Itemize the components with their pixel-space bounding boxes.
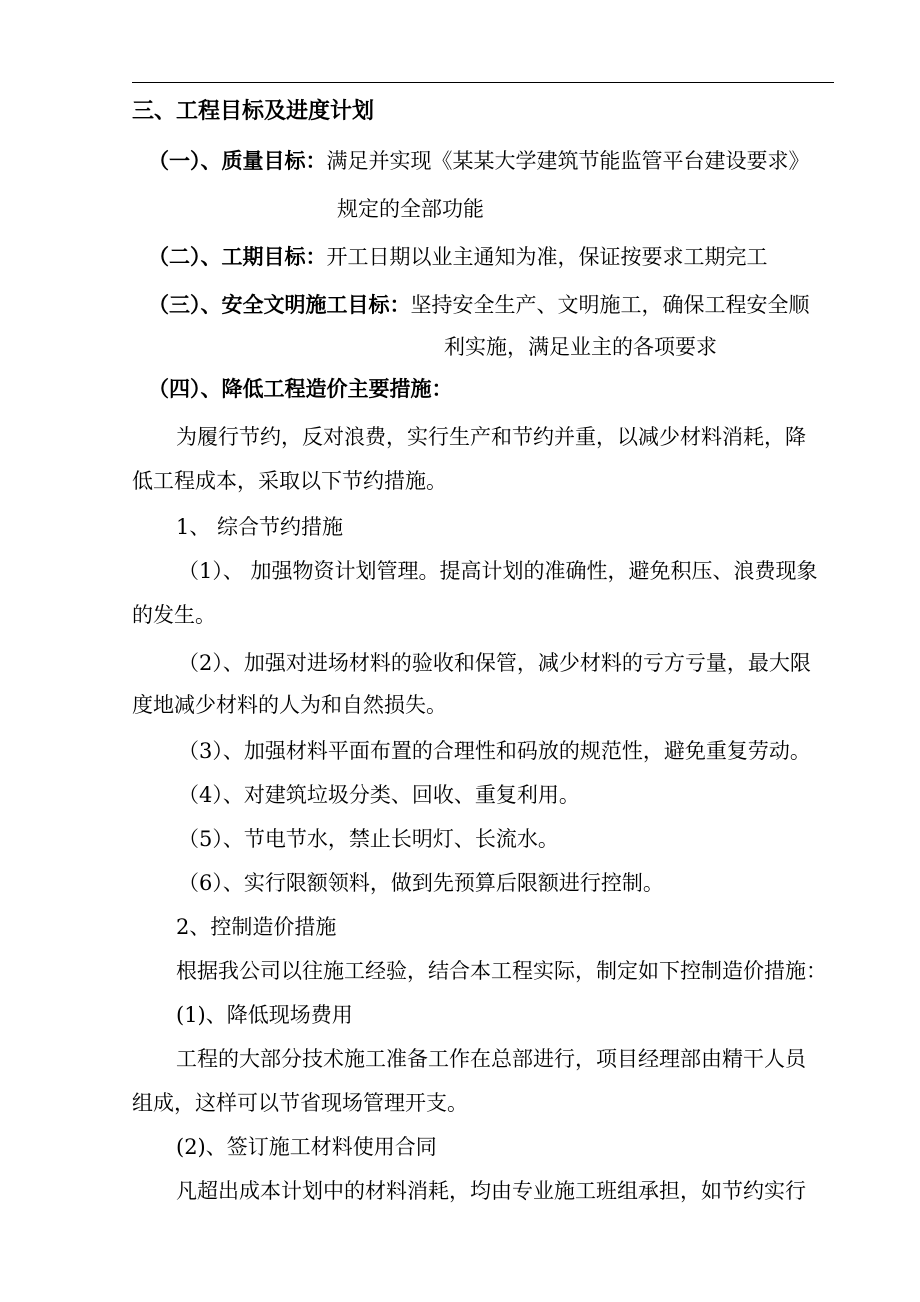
cost-reduction-heading: （四）、降低工程造价主要措施：: [148, 376, 453, 401]
measures-1-title: 1、 综合节约措施: [176, 515, 344, 539]
measure-1-item2-line1: （2）、加强对进场材料的验收和保管，减少材料的亏方亏量，最大限: [178, 651, 811, 675]
measure-1-item3: （3）、加强材料平面布置的合理性和码放的规范性，避免重复劳动。: [178, 739, 811, 763]
intro-line2: 低工程成本，采取以下节约措施。: [132, 469, 447, 493]
header-rule: [132, 82, 834, 83]
measures-2-sub2-title: (2)、签订施工材料使用合同: [176, 1135, 437, 1159]
safety-goal-label: （三）、安全文明施工目标：: [148, 292, 411, 317]
quality-goal-line2: 规定的全部功能: [337, 197, 484, 221]
measures-2-sub1-line2: 组成，这样可以节省现场管理开支。: [132, 1091, 468, 1115]
measure-1-item1-line1: （1）、 加强物资计划管理。提高计划的准确性，避免积压、浪费现象: [178, 559, 818, 583]
measure-1-item6: （6）、实行限额领料，做到先预算后限额进行控制。: [178, 871, 664, 895]
measure-1-item5: （5）、节电节水，禁止长明灯、长流水。: [178, 827, 559, 851]
safety-goal-text: 坚持安全生产、文明施工，确保工程安全顺: [410, 293, 810, 317]
measures-2-sub2-line1: 凡超出成本计划中的材料消耗，均由专业施工班组承担，如节约实行: [176, 1179, 806, 1203]
section-title: 三、工程目标及进度计划: [132, 98, 375, 124]
measures-2-sub1-title: (1)、降低现场费用: [176, 1003, 353, 1027]
measures-2-intro: 根据我公司以往施工经验，结合本工程实际，制定如下控制造价措施：: [176, 959, 827, 983]
measure-1-item1-line2: 的发生。: [132, 603, 216, 627]
intro-line1: 为履行节约，反对浪费，实行生产和节约并重，以减少材料消耗，降: [176, 425, 806, 449]
schedule-goal-text: 开工日期以业主通知为准，保证按要求工期完工: [326, 245, 768, 269]
measures-2-sub1-line1: 工程的大部分技术施工准备工作在总部进行，项目经理部由精干人员: [176, 1047, 806, 1071]
quality-goal-text: 满足并实现《某某大学建筑节能监管平台建设要求》: [326, 149, 810, 173]
safety-goal-line2: 利实施，满足业主的各项要求: [444, 335, 717, 359]
quality-goal-label: （一）、质量目标：: [148, 148, 327, 173]
schedule-goal: [148, 244, 768, 270]
measures-2-title: 2、控制造价措施: [176, 915, 337, 939]
measure-1-item4: （4）、对建筑垃圾分类、回收、重复利用。: [178, 783, 580, 807]
safety-goal-line1: [148, 292, 810, 318]
schedule-goal-label: （二）、工期目标：: [148, 244, 327, 269]
quality-goal-line1: [148, 148, 810, 174]
measure-1-item2-line2: 度地减少材料的人为和自然损失。: [132, 693, 447, 717]
